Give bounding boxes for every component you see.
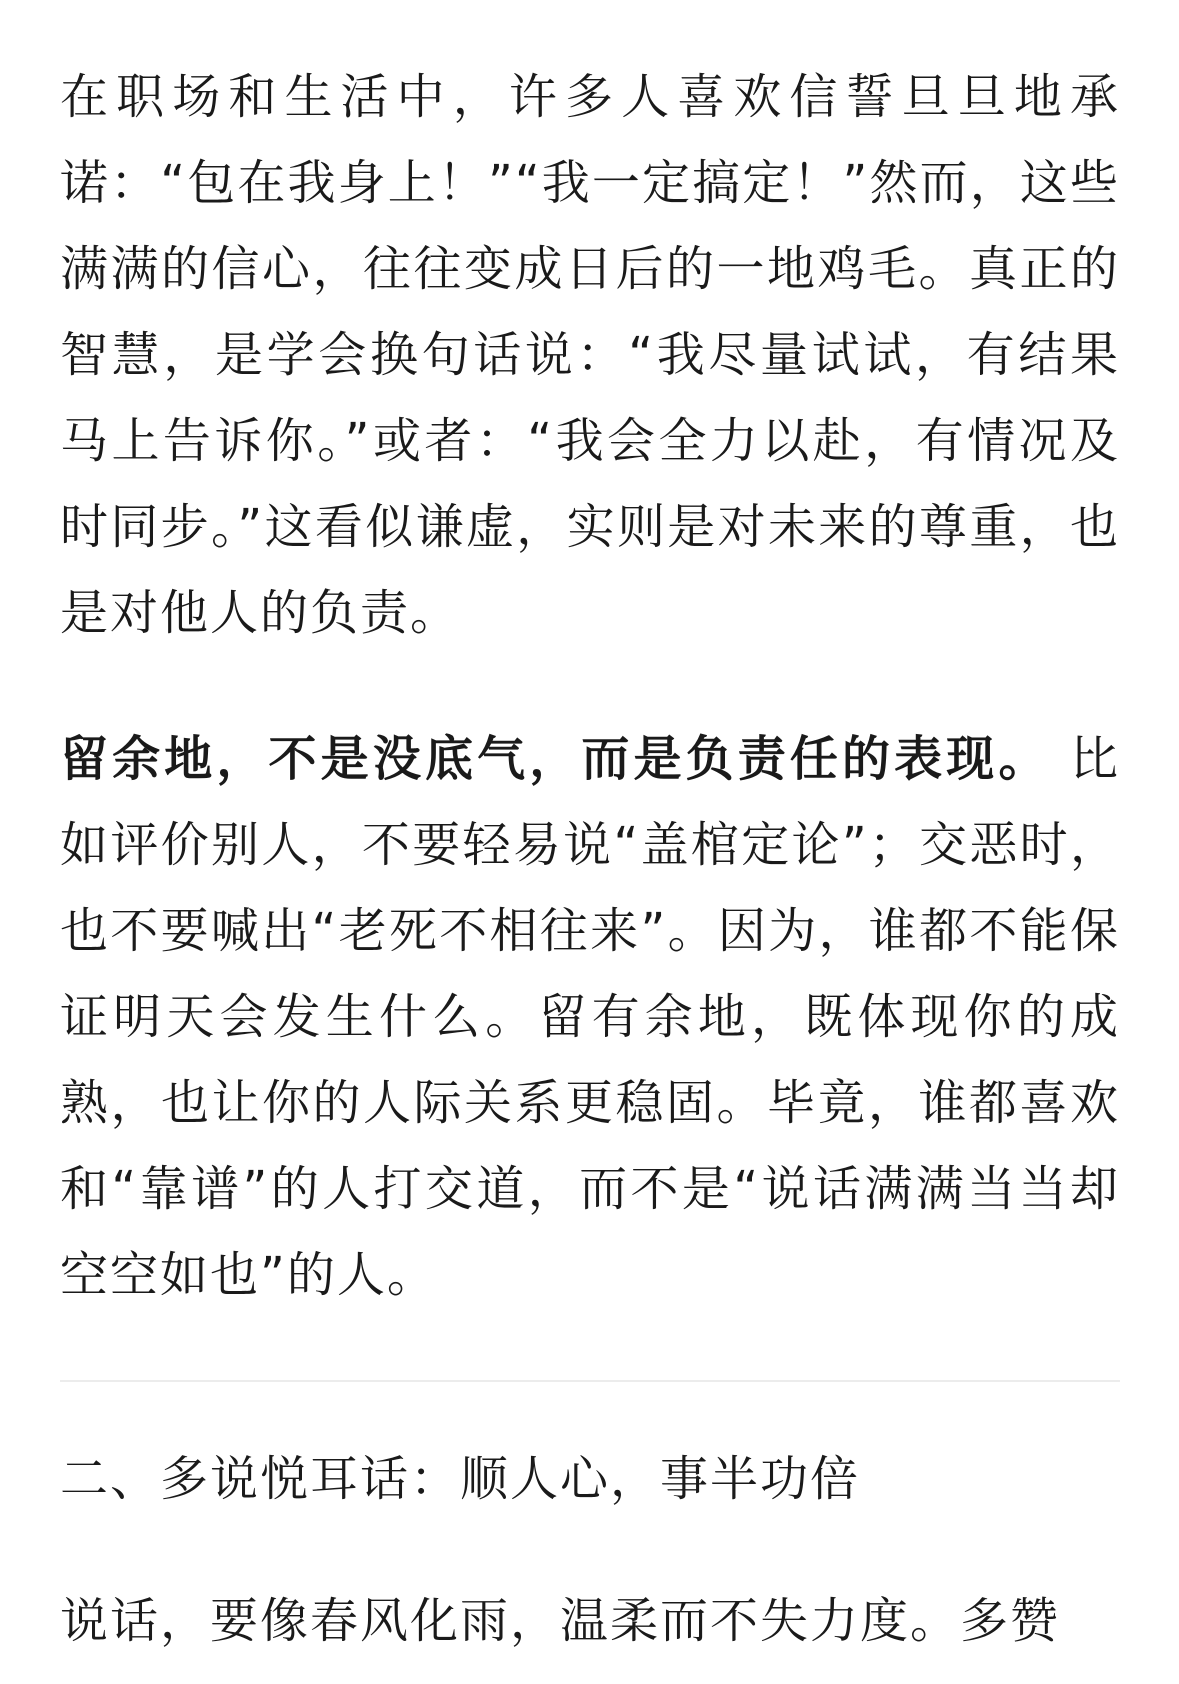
paragraph-promise: 在职场和生活中，许多人喜欢信誓旦旦地承诺：“包在我身上！”“我一定搞定！”然而，这些满满的信心，往往变成日后的一地鸡毛。真正的智慧，是学会换句话说：“我尽量试试，有结果马上告诉你。”或者：“我会全力以赴，有情况及时同步。”这看似谦虚，实则是对未来的尊重，也是对他人的负责。 bbox=[60, 69, 1120, 641]
paragraph-leave-room bbox=[60, 716, 1120, 1318]
section-divider bbox=[60, 1380, 1120, 1382]
paragraph-lead-bold: 留余地，不是没底气，而是负责任的表现。 bbox=[60, 731, 1051, 787]
paragraph-speak-kindly: 说话，要像春风化雨，温柔而不失力度。多赞 bbox=[60, 1593, 1061, 1649]
article-body bbox=[60, 54, 1120, 1664]
paragraph-body-text: 比如评价别人，不要轻易说“盖棺定论”；交恶时，也不要喊出“老死不相往来”。因为，谁都不能保证明天会发生什么。留有余地，既体现你的成熟，也让你的人际关系更稳固。毕竟，谁都喜欢和“靠谱”的人打交道，而不是“说话满满当当却空空如也”的人。 bbox=[60, 731, 1120, 1303]
section-heading: 二、多说悦耳话：顺人心，事半功倍 bbox=[60, 1451, 861, 1507]
